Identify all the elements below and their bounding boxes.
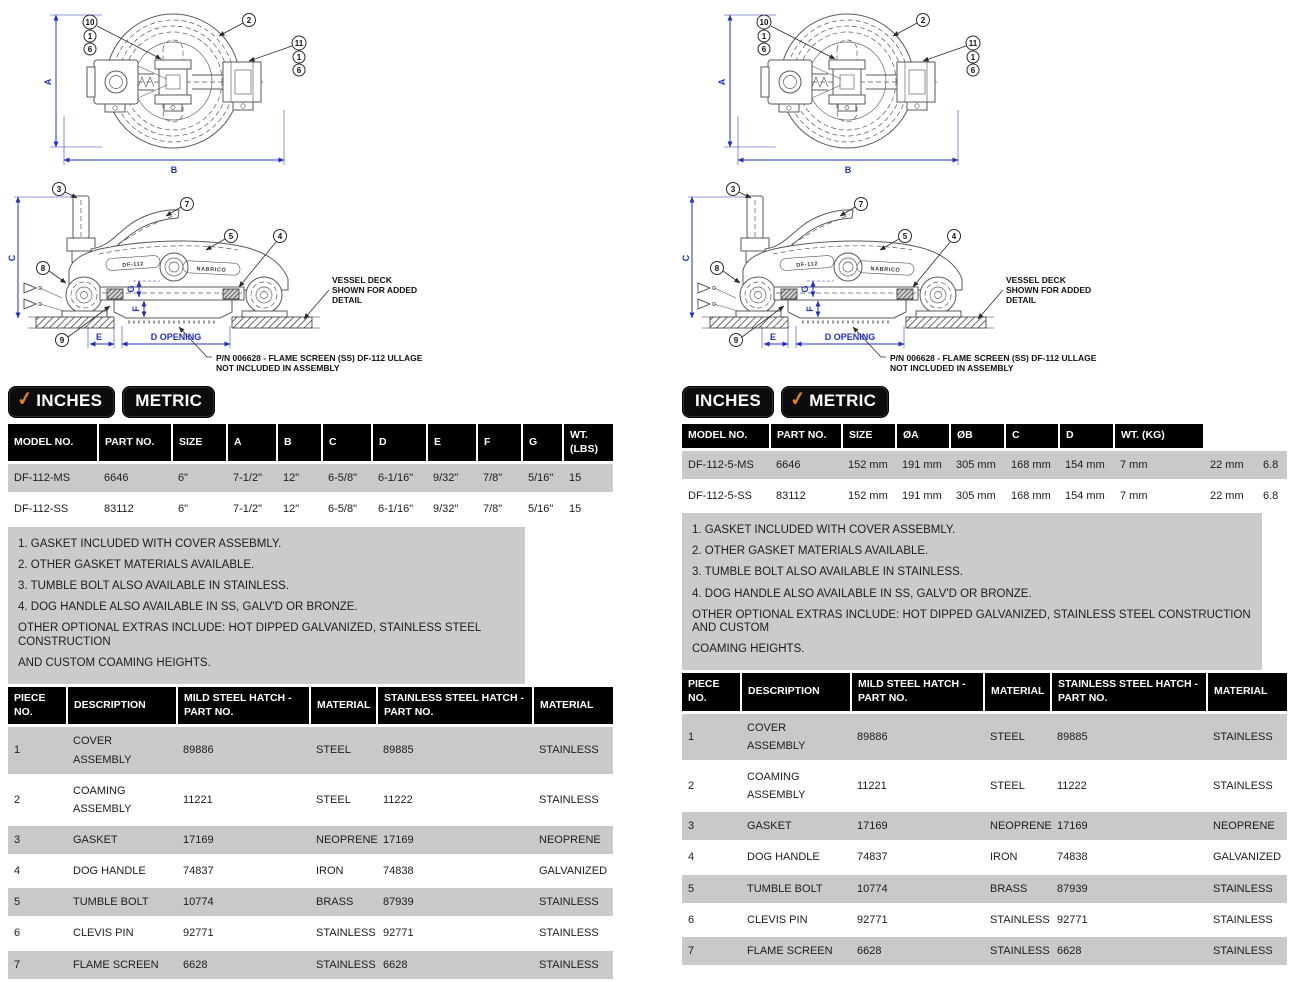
- table-cell: STAINLESS: [310, 949, 377, 980]
- table-cell: 6628: [851, 935, 984, 966]
- table-cell: 305 mm: [950, 480, 1005, 511]
- table-cell: STAINLESS: [1207, 935, 1287, 966]
- table-cell: 1: [8, 726, 67, 775]
- table-cell: COVER ASSEMBLY: [67, 726, 177, 775]
- table-cell: 3: [682, 811, 741, 842]
- parts-table: [682, 673, 1287, 968]
- table-cell: NEOPRENE: [533, 824, 613, 855]
- table-cell: GALVANIZED: [533, 856, 613, 887]
- table-cell: 6646: [98, 463, 172, 494]
- note-line: 3. TUMBLE BOLT ALSO AVAILABLE IN STAINLESS.: [692, 566, 964, 579]
- column-header: D: [372, 424, 427, 463]
- table-cell: STAINLESS: [533, 775, 613, 824]
- table-cell: BRASS: [310, 887, 377, 918]
- dimensions-table-inches: [8, 424, 613, 527]
- table-cell: 11222: [1051, 762, 1207, 811]
- callout-2: 2: [246, 16, 252, 25]
- dim-label-f: F: [805, 306, 815, 312]
- table-cell: 5: [682, 873, 741, 904]
- table-row: [8, 949, 613, 980]
- column-header: B: [277, 424, 322, 463]
- table-cell: 15: [563, 494, 613, 525]
- table-cell: NEOPRENE: [310, 824, 377, 855]
- table-cell: 6628: [377, 949, 533, 980]
- table-cell: 6-1/16": [372, 494, 427, 525]
- tab-metric[interactable]: [122, 386, 215, 418]
- tab-label: INCHES: [695, 391, 762, 410]
- table-cell: 74837: [177, 856, 310, 887]
- callout-6: 6: [761, 45, 767, 54]
- table-cell: 87939: [377, 887, 533, 918]
- table-row: [682, 873, 1287, 904]
- column-header: PART NO.: [770, 424, 842, 449]
- table-cell: 7/8": [477, 494, 522, 525]
- dimension-e: [762, 326, 788, 348]
- table-cell: STAINLESS: [1207, 712, 1287, 761]
- table-cell: DOG HANDLE: [67, 856, 177, 887]
- table-cell: 22 mm: [1204, 449, 1257, 480]
- table-cell: CLEVIS PIN: [741, 904, 851, 935]
- table-cell: COAMING ASSEMBLY: [67, 775, 177, 824]
- table-cell: IRON: [984, 842, 1051, 873]
- panel-metric: [649, 0, 1298, 982]
- tab-inches[interactable]: [682, 386, 774, 418]
- note-line: 4. DOG HANDLE ALSO AVAILABLE IN SS, GALV'D OR BRONZE.: [18, 601, 358, 614]
- table-cell: IRON: [310, 856, 377, 887]
- table-cell: STEEL: [310, 775, 377, 824]
- table-cell: 152 mm: [842, 449, 896, 480]
- table-cell: 92771: [377, 918, 533, 949]
- table-cell: STAINLESS: [533, 918, 613, 949]
- table-cell: 22 mm: [1204, 480, 1257, 511]
- vessel-deck-note-line3: DETAIL: [332, 295, 363, 305]
- dim-label-d-opening: D OPENING: [824, 332, 876, 342]
- unit-tabs: [8, 386, 649, 418]
- table-cell: 6-1/16": [372, 463, 427, 494]
- column-header: MODEL NO.: [8, 424, 98, 463]
- flame-screen-note: [853, 327, 1097, 373]
- table-cell: STAINLESS: [533, 887, 613, 918]
- table-row: [682, 842, 1287, 873]
- vessel-deck-note-line1: VESSEL DECK: [1006, 275, 1066, 285]
- table-cell: 74837: [851, 842, 984, 873]
- table-cell: 17169: [1051, 811, 1207, 842]
- table-cell: 92771: [851, 904, 984, 935]
- table-row: [682, 762, 1287, 811]
- callout-3: 3: [730, 185, 736, 194]
- column-header: MILD STEEL HATCH - PART NO.: [851, 673, 984, 712]
- vessel-deck-note: [978, 275, 1091, 319]
- column-header: C: [322, 424, 372, 463]
- dim-label-f: F: [131, 306, 141, 312]
- tab-metric[interactable]: [781, 386, 889, 418]
- dim-label-b: B: [844, 165, 852, 175]
- flame-screen-note-line1: P/N 006628 - FLAME SCREEN (SS) DF-112 ULLAGE: [216, 353, 423, 363]
- callout-11: 11: [294, 39, 304, 48]
- table-row: [682, 449, 1287, 480]
- table-cell: 4: [8, 856, 67, 887]
- table-cell: 168 mm: [1005, 480, 1059, 511]
- table-cell: 6: [8, 918, 67, 949]
- table-cell: 191 mm: [896, 480, 950, 511]
- table-row: [8, 856, 613, 887]
- table-cell: 87939: [1051, 873, 1207, 904]
- callout-1: 1: [970, 53, 976, 62]
- column-header: MILD STEEL HATCH - PART NO.: [177, 687, 310, 726]
- table-cell: COAMING ASSEMBLY: [741, 762, 851, 811]
- parts-table: [8, 687, 613, 982]
- callout-9: 9: [59, 336, 65, 345]
- table-header-row: [682, 424, 1287, 449]
- note-line: COAMING HEIGHTS.: [692, 643, 805, 656]
- table-cell: FLAME SCREEN: [67, 949, 177, 980]
- column-header: C: [1005, 424, 1059, 449]
- table-cell: 6": [172, 463, 227, 494]
- table-cell: 191 mm: [896, 449, 950, 480]
- notes: [8, 527, 525, 685]
- table-cell: STAINLESS: [533, 949, 613, 980]
- column-header: MATERIAL: [984, 673, 1051, 712]
- callout-1: 1: [761, 32, 767, 41]
- drawing-side-view: [681, 183, 1097, 374]
- table-cell: 6.8: [1257, 480, 1287, 511]
- table-cell: 83112: [770, 480, 842, 511]
- dim-label-c: C: [7, 254, 17, 262]
- callout-1: 1: [296, 53, 302, 62]
- column-header: F: [477, 424, 522, 463]
- table-cell: 154 mm: [1059, 449, 1114, 480]
- table-cell: STEEL: [984, 712, 1051, 761]
- table-cell: 7-1/2": [227, 463, 277, 494]
- table-cell: DOG HANDLE: [741, 842, 851, 873]
- table-cell: GASKET: [67, 824, 177, 855]
- table-cell: FLAME SCREEN: [741, 935, 851, 966]
- dim-label-c: C: [681, 254, 691, 262]
- table-cell: 6.8: [1257, 449, 1287, 480]
- table-cell: 5/16": [522, 494, 563, 525]
- table-cell: 7-1/2": [227, 494, 277, 525]
- flame-screen-note-line1: P/N 006628 - FLAME SCREEN (SS) DF-112 ULLAGE: [890, 353, 1097, 363]
- column-header: E: [427, 424, 477, 463]
- table-cell: 11221: [177, 775, 310, 824]
- table-cell: 6646: [770, 449, 842, 480]
- callout-4: 4: [277, 232, 283, 241]
- tab-label: INCHES: [36, 391, 103, 410]
- check-icon: ✓: [788, 387, 808, 411]
- table-cell: STEEL: [310, 726, 377, 775]
- table-row: [682, 480, 1287, 511]
- column-header: WT. (LBS): [563, 424, 613, 463]
- drawing-side-view: [7, 183, 423, 374]
- table-cell: 7/8": [477, 463, 522, 494]
- technical-drawing-metric: [676, 0, 1298, 384]
- table-cell: 92771: [1051, 904, 1207, 935]
- callout-10: 10: [759, 18, 769, 27]
- table-cell: 74838: [1051, 842, 1207, 873]
- dimension-c: [681, 197, 746, 318]
- vessel-deck-note-line3: DETAIL: [1006, 295, 1037, 305]
- table-cell: 6628: [1051, 935, 1207, 966]
- table-cell: 4: [682, 842, 741, 873]
- column-header: PIECE NO.: [682, 673, 741, 712]
- table-row: [682, 904, 1287, 935]
- column-header: PART NO.: [98, 424, 172, 463]
- table-cell: 2: [682, 762, 741, 811]
- column-header: DESCRIPTION: [67, 687, 177, 726]
- hatch-technical-drawing: [2, 0, 642, 384]
- engraving-df112: DF-112: [796, 261, 819, 269]
- table-cell: 7: [8, 949, 67, 980]
- table-cell: STEEL: [984, 762, 1051, 811]
- table-cell: GASKET: [741, 811, 851, 842]
- table-cell: 17169: [851, 811, 984, 842]
- table-cell: 168 mm: [1005, 449, 1059, 480]
- note-line: 1. GASKET INCLUDED WITH COVER ASSEBMLY.: [692, 523, 956, 536]
- note-line: OTHER OPTIONAL EXTRAS INCLUDE: HOT DIPPED GALVANIZED, STAINLESS STEEL CONSTRUCTION AND CUSTOM: [692, 608, 1251, 635]
- tab-label: METRIC: [809, 391, 877, 410]
- column-header: D: [1059, 424, 1114, 449]
- check-icon: ✓: [15, 387, 35, 411]
- table-row: [682, 712, 1287, 761]
- table-cell: 7 mm: [1114, 480, 1204, 511]
- vessel-deck-note-line1: VESSEL DECK: [332, 275, 392, 285]
- column-header: [1204, 424, 1257, 449]
- column-header: G: [522, 424, 563, 463]
- column-header: ØA: [896, 424, 950, 449]
- note-line: 3. TUMBLE BOLT ALSO AVAILABLE IN STAINLESS.: [18, 580, 290, 592]
- technical-drawing-inches: [2, 0, 649, 384]
- dimension-f: [131, 301, 144, 317]
- table-cell: 6: [682, 904, 741, 935]
- dim-label-d-opening: D OPENING: [150, 332, 202, 342]
- callout-10: 10: [85, 18, 95, 27]
- table-cell: 305 mm: [950, 449, 1005, 480]
- table-cell: 2: [8, 775, 67, 824]
- note-line: 2. OTHER GASKET MATERIALS AVAILABLE.: [692, 545, 929, 558]
- table-cell: DF-112-5-MS: [682, 449, 770, 480]
- table-cell: 83112: [98, 494, 172, 525]
- vessel-deck-note-line2: SHOWN FOR ADDED: [1006, 285, 1092, 295]
- dimension-d-opening: [122, 326, 230, 348]
- table-cell: STAINLESS: [1207, 762, 1287, 811]
- table-cell: 12": [277, 463, 322, 494]
- table-cell: 12": [277, 494, 322, 525]
- dim-label-e: E: [95, 332, 103, 342]
- column-header: MATERIAL: [1207, 673, 1287, 712]
- table-cell: STAINLESS: [1207, 904, 1287, 935]
- table-cell: 7: [682, 935, 741, 966]
- callout-6: 6: [87, 45, 93, 54]
- hatch-technical-drawing: [676, 0, 1298, 384]
- note-line: 4. DOG HANDLE ALSO AVAILABLE IN SS, GALV'D OR BRONZE.: [692, 587, 1032, 600]
- column-header: MODEL NO.: [682, 424, 770, 449]
- column-header: MATERIAL: [310, 687, 377, 726]
- dim-label-a: A: [43, 78, 53, 86]
- table-cell: 1: [682, 712, 741, 761]
- engraving-df112: DF-112: [122, 261, 145, 269]
- table-header-row: [8, 687, 613, 726]
- dimension-d-opening: [796, 326, 904, 348]
- table-cell: 6-5/8": [322, 463, 372, 494]
- column-header: ØB: [950, 424, 1005, 449]
- vessel-deck-note: [304, 275, 417, 319]
- dim-label-b: B: [170, 165, 178, 175]
- table-cell: TUMBLE BOLT: [67, 887, 177, 918]
- note-line: OTHER OPTIONAL EXTRAS INCLUDE: HOT DIPPED GALVANIZED, STAINLESS STEEL CONSTRUCTION: [18, 622, 481, 648]
- table-cell: 10774: [851, 873, 984, 904]
- table-cell: 154 mm: [1059, 480, 1114, 511]
- table-cell: 89886: [851, 712, 984, 761]
- table-cell: 6": [172, 494, 227, 525]
- dimension-f: [805, 301, 818, 317]
- tab-inches[interactable]: [8, 386, 115, 418]
- table-cell: 11221: [851, 762, 984, 811]
- table-row: [8, 463, 613, 494]
- column-header: WT. (KG): [1114, 424, 1204, 449]
- column-header: A: [227, 424, 277, 463]
- column-header: STAINLESS STEEL HATCH - PART NO.: [1051, 673, 1207, 712]
- table-cell: TUMBLE BOLT: [741, 873, 851, 904]
- table-row: [8, 918, 613, 949]
- notes: [682, 513, 1262, 671]
- tab-label: METRIC: [135, 391, 203, 410]
- callout-3: 3: [56, 185, 62, 194]
- column-header: MATERIAL: [533, 687, 613, 726]
- dimension-e: [88, 326, 114, 348]
- table-cell: 5/16": [522, 463, 563, 494]
- table-cell: STAINLESS: [310, 918, 377, 949]
- callout-5: 5: [902, 232, 908, 241]
- table-cell: 7 mm: [1114, 449, 1204, 480]
- callout-8: 8: [714, 264, 720, 273]
- callout-2: 2: [920, 16, 926, 25]
- table-row: [682, 811, 1287, 842]
- table-cell: NEOPRENE: [1207, 811, 1287, 842]
- column-header: PIECE NO.: [8, 687, 67, 726]
- drawing-top-view: [43, 14, 306, 176]
- table-cell: STAINLESS: [1207, 873, 1287, 904]
- dimensions-table-metric: [682, 424, 1287, 513]
- column-header: SIZE: [172, 424, 227, 463]
- table-row: [682, 935, 1287, 966]
- flame-screen-note-line2: NOT INCLUDED IN ASSEMBLY: [890, 363, 1014, 373]
- table-row: [8, 824, 613, 855]
- table-cell: 6628: [177, 949, 310, 980]
- callout-6: 6: [970, 66, 976, 75]
- callout-5: 5: [228, 232, 234, 241]
- callout-7: 7: [184, 200, 190, 209]
- table-cell: 3: [8, 824, 67, 855]
- callout-4: 4: [951, 232, 957, 241]
- table-row: [8, 887, 613, 918]
- engraving-nabrico: NABRICO: [196, 266, 227, 274]
- table-cell: 10774: [177, 887, 310, 918]
- unit-tabs: [682, 386, 1298, 418]
- table-cell: DF-112-MS: [8, 463, 98, 494]
- note-line: 2. OTHER GASKET MATERIALS AVAILABLE.: [18, 558, 255, 571]
- table-cell: DF-112-SS: [8, 494, 98, 525]
- vessel-deck-note-line2: SHOWN FOR ADDED: [332, 285, 418, 295]
- table-row: [8, 775, 613, 824]
- drawing-top-view: [717, 14, 980, 176]
- table-cell: 74838: [377, 856, 533, 887]
- dim-label-g: G: [126, 285, 136, 293]
- note-line: 1. GASKET INCLUDED WITH COVER ASSEBMLY.: [18, 537, 282, 550]
- table-header-row: [8, 424, 613, 463]
- note-line: AND CUSTOM COAMING HEIGHTS.: [18, 656, 211, 669]
- flame-screen-note: [179, 327, 423, 373]
- table-cell: 152 mm: [842, 480, 896, 511]
- table-cell: STAINLESS: [533, 726, 613, 775]
- table-cell: STAINLESS: [984, 904, 1051, 935]
- table-cell: COVER ASSEMBLY: [741, 712, 851, 761]
- table-cell: 9/32": [427, 494, 477, 525]
- callout-6: 6: [296, 66, 302, 75]
- callout-11: 11: [968, 39, 978, 48]
- table-cell: STAINLESS: [984, 935, 1051, 966]
- callout-8: 8: [40, 264, 46, 273]
- table-cell: 92771: [177, 918, 310, 949]
- table-cell: 17169: [177, 824, 310, 855]
- engraving-nabrico: NABRICO: [870, 266, 901, 274]
- dimension-c: [7, 197, 72, 318]
- table-cell: 17169: [377, 824, 533, 855]
- flame-screen-note-line2: NOT INCLUDED IN ASSEMBLY: [216, 363, 340, 373]
- table-cell: 89885: [377, 726, 533, 775]
- table-cell: 9/32": [427, 463, 477, 494]
- dim-label-e: E: [769, 332, 777, 342]
- table-cell: NEOPRENE: [984, 811, 1051, 842]
- table-header-row: [682, 673, 1287, 712]
- table-row: [8, 494, 613, 525]
- table-cell: 11222: [377, 775, 533, 824]
- table-cell: GALVANIZED: [1207, 842, 1287, 873]
- column-header: DESCRIPTION: [741, 673, 851, 712]
- column-header: [1257, 424, 1287, 449]
- dim-label-a: A: [717, 78, 727, 86]
- table-cell: BRASS: [984, 873, 1051, 904]
- callout-9: 9: [733, 336, 739, 345]
- table-cell: 15: [563, 463, 613, 494]
- callout-7: 7: [858, 200, 864, 209]
- table-cell: CLEVIS PIN: [67, 918, 177, 949]
- table-cell: 89886: [177, 726, 310, 775]
- column-header: SIZE: [842, 424, 896, 449]
- callout-1: 1: [87, 32, 93, 41]
- dim-label-g: G: [800, 285, 810, 293]
- table-cell: 5: [8, 887, 67, 918]
- column-header: STAINLESS STEEL HATCH - PART NO.: [377, 687, 533, 726]
- table-cell: DF-112-5-SS: [682, 480, 770, 511]
- table-cell: 6-5/8": [322, 494, 372, 525]
- table-cell: 89885: [1051, 712, 1207, 761]
- table-row: [8, 726, 613, 775]
